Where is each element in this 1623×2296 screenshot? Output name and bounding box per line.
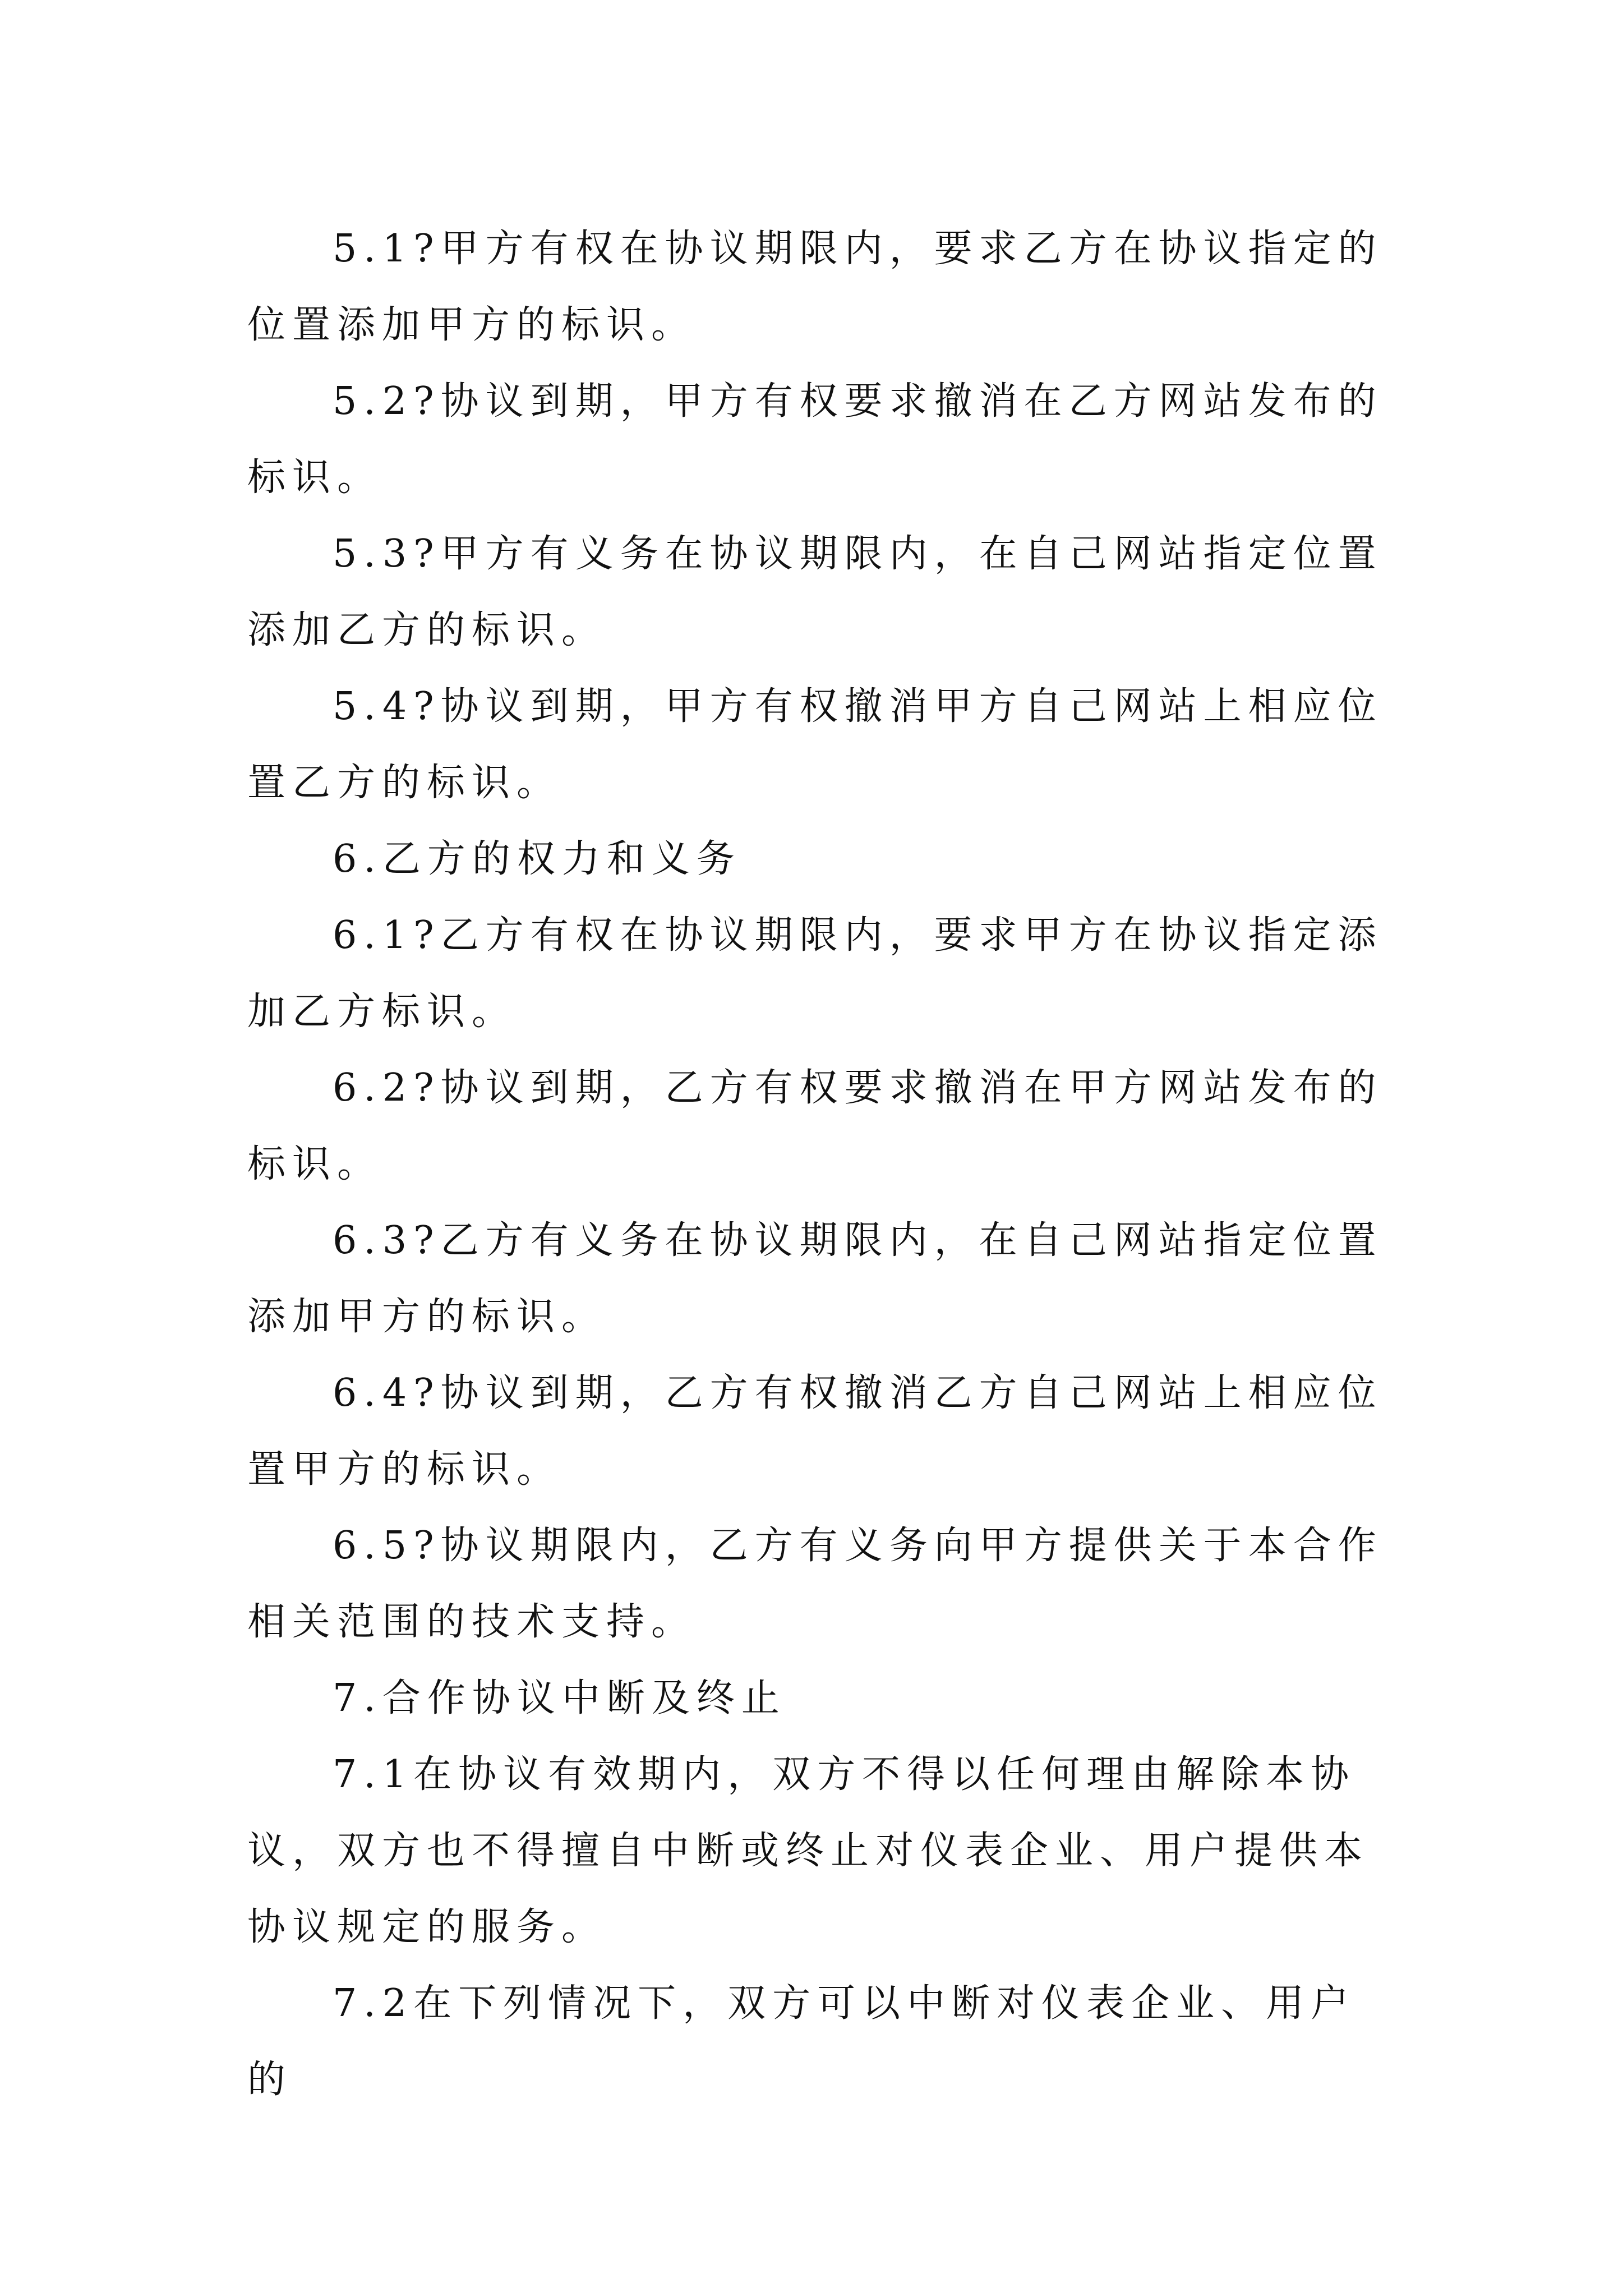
paragraph-7-1: 7.1在协议有效期内，双方不得以任何理由解除本协议，双方也不得擅自中断或终止对仪表企业、用户提供本协议规定的服务。 — [247, 1752, 1370, 1949]
paragraph-5-4: 5.4?协议到期，甲方有权撤消甲方自己网站上相应位置乙方的标识。 — [247, 684, 1383, 805]
paragraph-6-5: 6.5?协议期限内，乙方有义务向甲方提供关于本合作相关范围的技术支持。 — [247, 1524, 1383, 1644]
paragraph-5-2: 5.2?协议到期，甲方有权要求撤消在乙方网站发布的标识。 — [247, 379, 1383, 500]
paragraph-5-3: 5.3?甲方有义务在协议期限内，在自己网站指定位置添加乙方的标识。 — [247, 532, 1383, 652]
section-heading-6: 6.乙方的权力和义务 — [333, 837, 741, 881]
document-body — [247, 211, 1391, 2118]
paragraph-6-4: 6.4?协议到期，乙方有权撤消乙方自己网站上相应位置甲方的标识。 — [247, 1371, 1383, 1492]
paragraph-7-2: 7.2在下列情况下，双方可以中断对仪表企业、用户的 — [247, 1981, 1356, 2102]
paragraph-5-1: 5.1?甲方有权在协议期限内，要求乙方在协议指定的位置添加甲方的标识。 — [247, 227, 1383, 347]
paragraph-6-3: 6.3?乙方有义务在协议期限内，在自己网站指定位置添加甲方的标识。 — [247, 1218, 1383, 1339]
paragraph-6-1: 6.1?乙方有权在协议期限内，要求甲方在协议指定添加乙方标识。 — [247, 913, 1383, 1034]
paragraph-6-2: 6.2?协议到期，乙方有权要求撤消在甲方网站发布的标识。 — [247, 1066, 1383, 1186]
section-heading-7: 7.合作协议中断及终止 — [333, 1676, 786, 1720]
